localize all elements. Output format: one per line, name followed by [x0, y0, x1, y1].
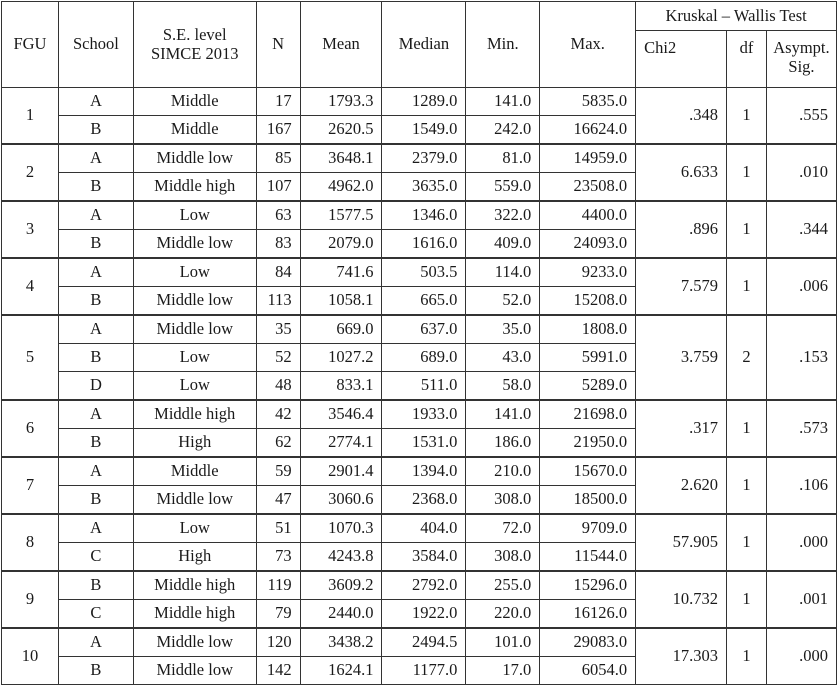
- cell-df: 1: [727, 457, 767, 514]
- cell-max: 15296.0: [540, 571, 636, 600]
- cell-mean: 1027.2: [300, 344, 382, 372]
- cell-mean: 1058.1: [300, 287, 382, 316]
- cell-median: 2368.0: [382, 486, 466, 515]
- cell-n: 63: [256, 201, 300, 230]
- cell-fgu: 1: [2, 88, 59, 145]
- cell-median: 2379.0: [382, 144, 466, 173]
- cell-median: 1177.0: [382, 657, 466, 685]
- cell-min: 17.0: [466, 657, 540, 685]
- cell-n: 167: [256, 116, 300, 145]
- cell-school: A: [58, 315, 133, 344]
- table-row: [2, 514, 837, 543]
- cell-school: A: [58, 457, 133, 486]
- cell-n: 119: [256, 571, 300, 600]
- cell-max: 4400.0: [540, 201, 636, 230]
- cell-school: A: [58, 201, 133, 230]
- cell-school: A: [58, 628, 133, 657]
- cell-median: 665.0: [382, 287, 466, 316]
- cell-asympt-sig: .010: [766, 144, 836, 201]
- cell-mean: 3546.4: [300, 400, 382, 429]
- cell-median: 3635.0: [382, 173, 466, 202]
- cell-n: 120: [256, 628, 300, 657]
- cell-min: 35.0: [466, 315, 540, 344]
- cell-min: 308.0: [466, 543, 540, 572]
- cell-df: 1: [727, 400, 767, 457]
- table-body: [2, 88, 837, 685]
- header-se-level-line2: SIMCE 2013: [150, 43, 239, 63]
- cell-se-level: Low: [133, 258, 256, 287]
- cell-n: 79: [256, 600, 300, 629]
- header-median: Median: [382, 2, 466, 88]
- cell-median: 404.0: [382, 514, 466, 543]
- cell-df: 1: [727, 571, 767, 628]
- cell-max: 6054.0: [540, 657, 636, 685]
- table-row: [2, 571, 837, 600]
- cell-school: B: [58, 571, 133, 600]
- cell-mean: 2774.1: [300, 429, 382, 458]
- cell-df: 1: [727, 628, 767, 685]
- cell-mean: 669.0: [300, 315, 382, 344]
- cell-min: 210.0: [466, 457, 540, 486]
- cell-median: 689.0: [382, 344, 466, 372]
- cell-df: 1: [727, 144, 767, 201]
- table-row: [2, 258, 837, 287]
- cell-median: 1289.0: [382, 88, 466, 116]
- cell-school: B: [58, 287, 133, 316]
- cell-median: 2494.5: [382, 628, 466, 657]
- cell-n: 113: [256, 287, 300, 316]
- cell-max: 5835.0: [540, 88, 636, 116]
- kruskal-wallis-table: [1, 1, 837, 685]
- cell-fgu: 5: [2, 315, 59, 400]
- cell-n: 142: [256, 657, 300, 685]
- cell-max: 11544.0: [540, 543, 636, 572]
- cell-se-level: Middle: [133, 88, 256, 116]
- cell-se-level: Middle low: [133, 315, 256, 344]
- cell-mean: 2901.4: [300, 457, 382, 486]
- cell-min: 114.0: [466, 258, 540, 287]
- cell-df: 1: [727, 514, 767, 571]
- table-row: [2, 400, 837, 429]
- cell-mean: 2440.0: [300, 600, 382, 629]
- cell-max: 1808.0: [540, 315, 636, 344]
- cell-asympt-sig: .344: [766, 201, 836, 258]
- header-school: School: [58, 2, 133, 88]
- cell-max: 16126.0: [540, 600, 636, 629]
- header-se-level-line1: S.E. level: [162, 24, 227, 44]
- cell-min: 220.0: [466, 600, 540, 629]
- header-n: N: [256, 2, 300, 88]
- cell-n: 17: [256, 88, 300, 116]
- cell-df: 1: [727, 88, 767, 145]
- cell-min: 141.0: [466, 88, 540, 116]
- cell-school: B: [58, 657, 133, 685]
- cell-asympt-sig: .000: [766, 514, 836, 571]
- cell-mean: 1624.1: [300, 657, 382, 685]
- table-row: [2, 88, 837, 116]
- cell-asympt-sig: .153: [766, 315, 836, 400]
- cell-n: 48: [256, 372, 300, 401]
- cell-chi2: 17.303: [636, 628, 727, 685]
- cell-min: 43.0: [466, 344, 540, 372]
- cell-max: 29083.0: [540, 628, 636, 657]
- cell-min: 58.0: [466, 372, 540, 401]
- cell-mean: 4962.0: [300, 173, 382, 202]
- cell-min: 308.0: [466, 486, 540, 515]
- cell-school: C: [58, 600, 133, 629]
- cell-fgu: 10: [2, 628, 59, 685]
- cell-school: A: [58, 400, 133, 429]
- cell-max: 14959.0: [540, 144, 636, 173]
- cell-max: 15208.0: [540, 287, 636, 316]
- header-fgu: FGU: [2, 2, 59, 88]
- cell-median: 1346.0: [382, 201, 466, 230]
- header-asympt-sig: [766, 31, 836, 88]
- cell-min: 141.0: [466, 400, 540, 429]
- cell-n: 107: [256, 173, 300, 202]
- cell-chi2: 6.633: [636, 144, 727, 201]
- cell-school: B: [58, 429, 133, 458]
- cell-min: 72.0: [466, 514, 540, 543]
- header-asympt-line1: Asympt.: [773, 38, 830, 57]
- cell-asympt-sig: .000: [766, 628, 836, 685]
- cell-asympt-sig: .573: [766, 400, 836, 457]
- header-df: df: [727, 31, 767, 88]
- cell-min: 186.0: [466, 429, 540, 458]
- cell-n: 42: [256, 400, 300, 429]
- cell-n: 83: [256, 230, 300, 259]
- cell-fgu: 7: [2, 457, 59, 514]
- cell-median: 1394.0: [382, 457, 466, 486]
- cell-mean: 3438.2: [300, 628, 382, 657]
- cell-fgu: 6: [2, 400, 59, 457]
- header-kruskal-wallis: Kruskal – Wallis Test: [636, 2, 837, 31]
- table-row: [2, 457, 837, 486]
- cell-mean: 3609.2: [300, 571, 382, 600]
- cell-n: 73: [256, 543, 300, 572]
- cell-median: 1549.0: [382, 116, 466, 145]
- cell-chi2: .317: [636, 400, 727, 457]
- cell-df: 1: [727, 258, 767, 315]
- cell-n: 59: [256, 457, 300, 486]
- cell-min: 101.0: [466, 628, 540, 657]
- cell-se-level: Middle low: [133, 486, 256, 515]
- cell-se-level: Low: [133, 372, 256, 401]
- cell-school: A: [58, 88, 133, 116]
- cell-min: 52.0: [466, 287, 540, 316]
- cell-school: A: [58, 144, 133, 173]
- cell-max: 21698.0: [540, 400, 636, 429]
- cell-school: C: [58, 543, 133, 572]
- cell-se-level: Middle low: [133, 230, 256, 259]
- cell-school: B: [58, 344, 133, 372]
- cell-min: 559.0: [466, 173, 540, 202]
- cell-fgu: 4: [2, 258, 59, 315]
- cell-mean: 833.1: [300, 372, 382, 401]
- cell-max: 9233.0: [540, 258, 636, 287]
- cell-asympt-sig: .001: [766, 571, 836, 628]
- cell-asympt-sig: .006: [766, 258, 836, 315]
- cell-chi2: 3.759: [636, 315, 727, 400]
- cell-school: A: [58, 258, 133, 287]
- header-mean: Mean: [300, 2, 382, 88]
- cell-max: 5991.0: [540, 344, 636, 372]
- cell-fgu: 2: [2, 144, 59, 201]
- cell-df: 2: [727, 315, 767, 400]
- cell-se-level: Middle high: [133, 173, 256, 202]
- cell-chi2: 7.579: [636, 258, 727, 315]
- cell-min: 322.0: [466, 201, 540, 230]
- cell-median: 3584.0: [382, 543, 466, 572]
- cell-mean: 4243.8: [300, 543, 382, 572]
- cell-min: 255.0: [466, 571, 540, 600]
- table-header: [2, 2, 837, 88]
- cell-n: 85: [256, 144, 300, 173]
- header-chi2: Chi2: [636, 31, 727, 88]
- cell-asympt-sig: .555: [766, 88, 836, 145]
- cell-min: 409.0: [466, 230, 540, 259]
- cell-max: 5289.0: [540, 372, 636, 401]
- cell-median: 2792.0: [382, 571, 466, 600]
- header-min: Min.: [466, 2, 540, 88]
- cell-school: B: [58, 230, 133, 259]
- cell-se-level: Middle low: [133, 657, 256, 685]
- cell-median: 503.5: [382, 258, 466, 287]
- cell-mean: 2620.5: [300, 116, 382, 145]
- cell-fgu: 9: [2, 571, 59, 628]
- cell-se-level: Middle high: [133, 600, 256, 629]
- header-se-level: [133, 2, 256, 88]
- cell-chi2: 2.620: [636, 457, 727, 514]
- cell-se-level: Middle high: [133, 400, 256, 429]
- cell-mean: 3648.1: [300, 144, 382, 173]
- cell-fgu: 3: [2, 201, 59, 258]
- cell-median: 1933.0: [382, 400, 466, 429]
- cell-mean: 1793.3: [300, 88, 382, 116]
- cell-chi2: 57.905: [636, 514, 727, 571]
- cell-se-level: Low: [133, 201, 256, 230]
- cell-max: 16624.0: [540, 116, 636, 145]
- table-row: [2, 628, 837, 657]
- cell-n: 35: [256, 315, 300, 344]
- cell-mean: 2079.0: [300, 230, 382, 259]
- cell-school: A: [58, 514, 133, 543]
- cell-min: 242.0: [466, 116, 540, 145]
- cell-max: 18500.0: [540, 486, 636, 515]
- cell-se-level: Middle: [133, 116, 256, 145]
- header-asympt-line2: Sig.: [788, 56, 815, 76]
- cell-chi2: .348: [636, 88, 727, 145]
- cell-df: 1: [727, 201, 767, 258]
- cell-max: 21950.0: [540, 429, 636, 458]
- cell-mean: 1577.5: [300, 201, 382, 230]
- cell-mean: 3060.6: [300, 486, 382, 515]
- cell-n: 84: [256, 258, 300, 287]
- cell-school: B: [58, 173, 133, 202]
- cell-max: 23508.0: [540, 173, 636, 202]
- cell-se-level: Low: [133, 514, 256, 543]
- cell-school: D: [58, 372, 133, 401]
- cell-max: 9709.0: [540, 514, 636, 543]
- cell-n: 47: [256, 486, 300, 515]
- cell-se-level: High: [133, 429, 256, 458]
- cell-fgu: 8: [2, 514, 59, 571]
- cell-median: 1616.0: [382, 230, 466, 259]
- table-row: [2, 144, 837, 173]
- cell-max: 24093.0: [540, 230, 636, 259]
- cell-se-level: Middle low: [133, 628, 256, 657]
- cell-min: 81.0: [466, 144, 540, 173]
- cell-median: 1531.0: [382, 429, 466, 458]
- cell-se-level: Middle low: [133, 287, 256, 316]
- cell-n: 52: [256, 344, 300, 372]
- cell-mean: 1070.3: [300, 514, 382, 543]
- cell-se-level: Middle: [133, 457, 256, 486]
- cell-se-level: Middle low: [133, 144, 256, 173]
- header-max: Max.: [540, 2, 636, 88]
- cell-se-level: High: [133, 543, 256, 572]
- cell-se-level: Middle high: [133, 571, 256, 600]
- cell-school: B: [58, 116, 133, 145]
- cell-school: B: [58, 486, 133, 515]
- table-row: [2, 315, 837, 344]
- cell-max: 15670.0: [540, 457, 636, 486]
- cell-median: 637.0: [382, 315, 466, 344]
- cell-chi2: 10.732: [636, 571, 727, 628]
- cell-median: 1922.0: [382, 600, 466, 629]
- table-row: [2, 201, 837, 230]
- cell-mean: 741.6: [300, 258, 382, 287]
- cell-n: 51: [256, 514, 300, 543]
- cell-se-level: Low: [133, 344, 256, 372]
- cell-n: 62: [256, 429, 300, 458]
- cell-chi2: .896: [636, 201, 727, 258]
- cell-median: 511.0: [382, 372, 466, 401]
- cell-asympt-sig: .106: [766, 457, 836, 514]
